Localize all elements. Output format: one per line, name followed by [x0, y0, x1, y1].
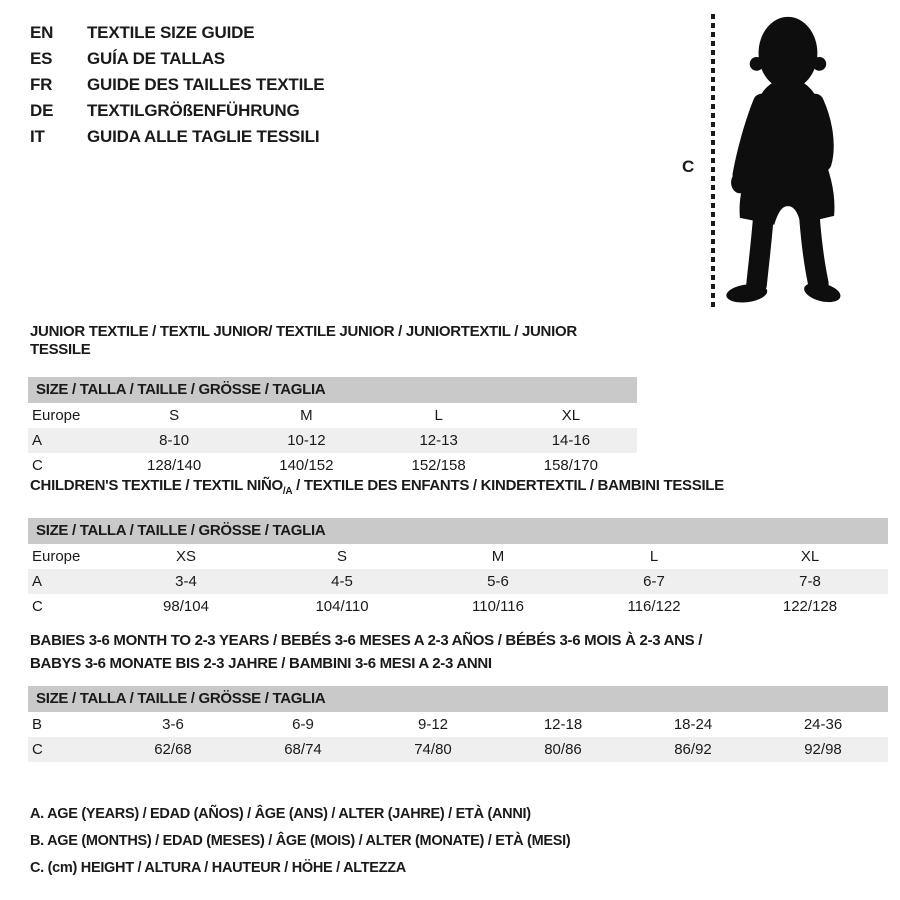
row-label: C — [32, 741, 43, 758]
size-cell: 24-36 — [803, 716, 843, 733]
size-cell: 3-6 — [162, 716, 184, 733]
size-cell: 3-4 — [175, 573, 197, 590]
children-size-section — [28, 477, 888, 619]
size-cell: L — [649, 548, 659, 565]
language-row-en — [30, 20, 324, 46]
table-row — [28, 428, 637, 453]
size-cell: 122/128 — [782, 598, 838, 615]
size-cell: 158/170 — [543, 457, 598, 474]
size-cell: 6-9 — [292, 716, 314, 733]
size-cell: 62/68 — [154, 741, 192, 758]
table-row — [28, 544, 888, 569]
size-cell: 116/122 — [627, 598, 681, 615]
table-row — [28, 712, 888, 737]
size-cell: L — [434, 407, 443, 424]
row-label: B — [32, 716, 43, 733]
size-cell: 10-12 — [287, 432, 326, 449]
table-row — [28, 453, 637, 478]
table-row — [28, 569, 888, 594]
junior-size-section — [28, 323, 637, 478]
table-row — [28, 403, 637, 428]
size-cell: 5-6 — [487, 573, 509, 590]
language-row-fr — [30, 72, 324, 98]
size-cell: 7-8 — [799, 573, 821, 590]
size-cell: 152/158 — [411, 457, 466, 474]
babies-size-section — [28, 629, 888, 762]
size-cell: S — [336, 548, 347, 565]
table-row — [28, 594, 888, 619]
size-cell: M — [300, 407, 313, 424]
size-header-bar: SIZE / TALLA / TAILLE / GRÖSSE / TAGLIA — [28, 686, 888, 712]
language-label: GUÍA DE TALLAS — [87, 49, 225, 68]
size-cell: S — [169, 407, 180, 424]
row-label: Europe — [32, 548, 81, 565]
language-code: IT — [30, 127, 45, 146]
height-measure-label: C — [682, 157, 695, 176]
size-cell: M — [491, 548, 505, 565]
size-cell: 12-13 — [419, 432, 458, 449]
size-cell: 104/110 — [315, 598, 369, 615]
size-cell: XL — [561, 407, 581, 424]
language-row-de — [30, 98, 324, 124]
row-label: C — [32, 457, 43, 474]
size-cell: 110/116 — [472, 598, 524, 615]
size-cell: 80/86 — [544, 741, 582, 758]
row-label: Europe — [32, 407, 81, 424]
size-cell: 86/92 — [674, 741, 712, 758]
heading-line: CHILDREN'S TEXTILE / TEXTIL $NIÑO_{/A}$ / TEXTILE DES ENFANTS / KINDERTEXTIL / BAMBINI TESSILE — [30, 477, 724, 497]
language-row-it — [30, 124, 324, 150]
size-cell: 68/74 — [284, 741, 322, 758]
children-heading — [28, 477, 888, 501]
size-cell: 14-16 — [551, 432, 591, 449]
junior-heading — [28, 323, 637, 359]
row-label: C — [32, 598, 43, 615]
legend-line-c: C. (cm) HEIGHT / ALTURA / HAUTEUR / HÖHE / ALTEZZA — [30, 860, 406, 876]
heading-line: JUNIOR TEXTILE / TEXTIL JUNIOR/ TEXTILE JUNIOR / JUNIORTEXTIL / JUNIOR TESSILE — [30, 323, 577, 358]
size-cell: 4-5 — [331, 573, 353, 590]
row-label: A — [32, 432, 43, 449]
table-row — [28, 737, 888, 762]
language-label: TEXTILGRÖßENFÜHRUNG — [87, 101, 300, 120]
heading-line: BABYS 3-6 MONATE BIS 2-3 JAHRE / BAMBINI 3-6 MESI A 2-3 ANNI — [30, 655, 492, 672]
legend-line-b: B. AGE (MONTHS) / EDAD (MESES) / ÂGE (MOIS) / ALTER (MONATE) / ETÀ (MESI) — [30, 833, 571, 849]
language-code: DE — [30, 101, 54, 120]
size-cell: 140/152 — [279, 457, 334, 474]
size-cell: 74/80 — [414, 741, 452, 758]
size-cell: 98/104 — [163, 598, 209, 615]
language-label: GUIDE DES TAILLES TEXTILE — [87, 75, 325, 94]
language-code: FR — [30, 75, 53, 94]
size-header-bar: SIZE / TALLA / TAILLE / GRÖSSE / TAGLIA — [28, 377, 637, 403]
language-code: EN — [30, 23, 54, 42]
heading-line: BABIES 3-6 MONTH TO 2-3 YEARS / BEBÉS 3-6 MESES A 2-3 AÑOS / BÉBÉS 3-6 MOIS À 2-3 ANS / — [30, 632, 703, 649]
size-cell: 128/140 — [147, 457, 202, 474]
language-list — [30, 20, 324, 150]
size-cell: 92/98 — [804, 741, 842, 758]
toddler-silhouette-icon — [706, 8, 866, 312]
size-cell: XL — [800, 548, 820, 565]
size-header-bar: SIZE / TALLA / TAILLE / GRÖSSE / TAGLIA — [28, 518, 888, 544]
size-cell: 12-18 — [543, 716, 583, 733]
measure-legend — [30, 801, 570, 882]
language-label: GUIDA ALLE TAGLIE TESSILI — [87, 127, 320, 146]
row-label: A — [32, 573, 43, 590]
size-cell: 6-7 — [643, 573, 665, 590]
size-cell: XS — [175, 548, 196, 565]
legend-line-a: A. AGE (YEARS) / EDAD (AÑOS) / ÂGE (ANS) / ALTER (JAHRE) / ETÀ (ANNI) — [30, 806, 531, 822]
size-cell: 8-10 — [159, 432, 190, 449]
size-cell: 18-24 — [673, 716, 713, 733]
babies-heading — [28, 629, 888, 675]
size-cell: 9-12 — [417, 716, 449, 733]
language-row-es — [30, 46, 324, 72]
language-code: ES — [30, 49, 53, 68]
language-label: TEXTILE SIZE GUIDE — [87, 23, 255, 42]
